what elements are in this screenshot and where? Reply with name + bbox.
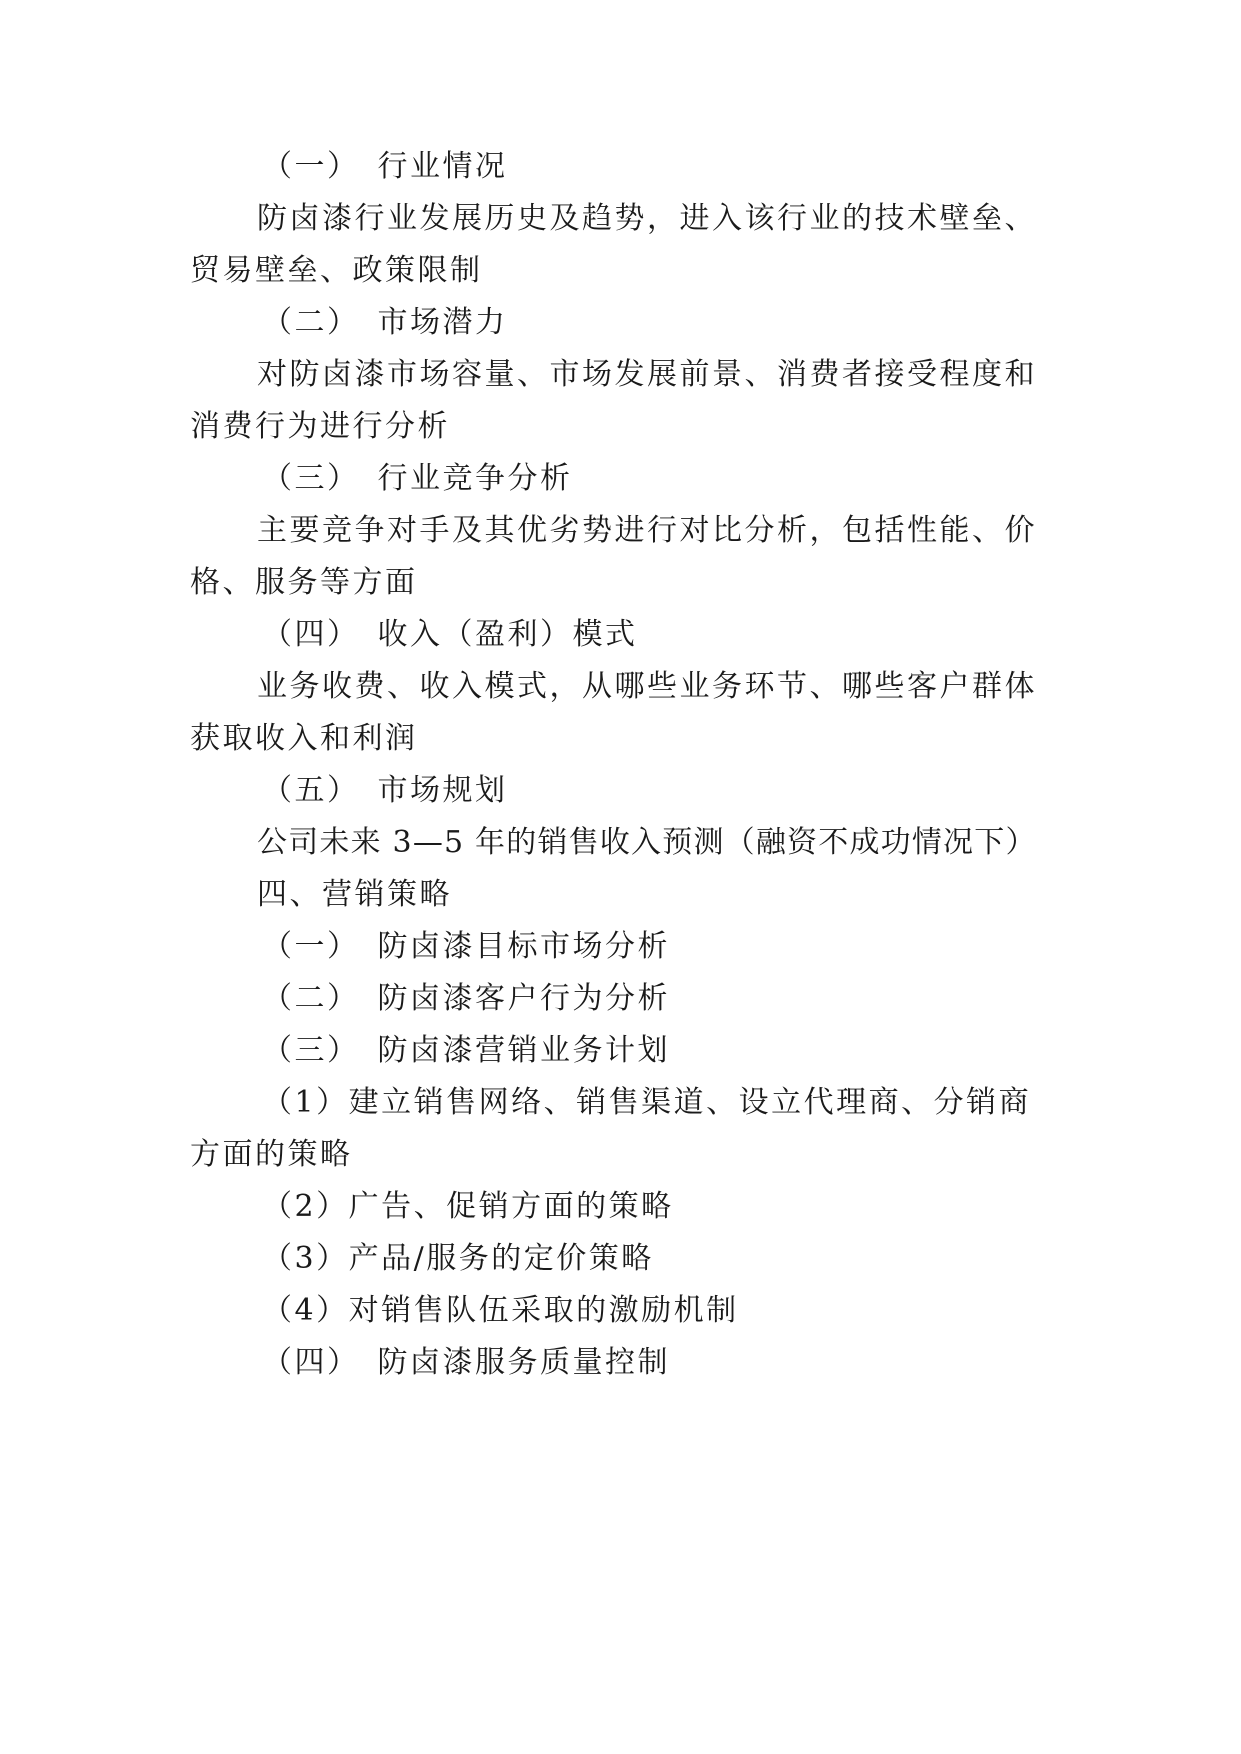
heading-competition bbox=[262, 459, 573, 499]
heading-marker: （四） bbox=[262, 617, 360, 652]
paragraph-line: 业务收费、收入模式，从哪些业务环节、哪些客户群体 bbox=[257, 669, 1037, 704]
heading-text: 防卤漆客户行为分析 bbox=[377, 981, 670, 1016]
heading-marker: （四） bbox=[262, 1345, 360, 1380]
heading-text: 市场规划 bbox=[377, 773, 508, 808]
paragraph-line: 对防卤漆市场容量、市场发展前景、消费者接受程度和 bbox=[257, 357, 1037, 392]
paragraph-line: 贸易壁垒、政策限制 bbox=[190, 253, 483, 288]
paragraph-line: 方面的策略 bbox=[190, 1137, 353, 1172]
list-item-3: （3）产品/服务的定价策略 bbox=[262, 1241, 654, 1276]
heading-market-potential bbox=[262, 303, 508, 343]
heading-target-market bbox=[262, 927, 670, 967]
heading-marker: （二） bbox=[262, 981, 360, 1016]
paragraph-line: 防卤漆行业发展历史及趋势，进入该行业的技术壁垒、 bbox=[257, 201, 1037, 236]
heading-revenue-model bbox=[262, 615, 638, 655]
heading-text: 市场潜力 bbox=[377, 305, 508, 340]
heading-business-plan bbox=[262, 1031, 670, 1071]
heading-text: 行业竞争分析 bbox=[377, 461, 573, 496]
paragraph-line: 获取收入和利润 bbox=[190, 721, 418, 756]
list-item-1: （1）建立销售网络、销售渠道、设立代理商、分销商 bbox=[262, 1085, 1032, 1120]
list-item-2: （2）广告、促销方面的策略 bbox=[262, 1189, 674, 1224]
paragraph-line: 主要竞争对手及其优劣势进行对比分析，包括性能、价 bbox=[257, 513, 1037, 548]
heading-text: 行业情况 bbox=[377, 149, 508, 184]
heading-marker: （二） bbox=[262, 305, 360, 340]
heading-text: 收入（盈利）模式 bbox=[377, 617, 638, 652]
section-heading-marketing-strategy: 四、营销策略 bbox=[257, 877, 452, 912]
list-item-4: （4）对销售队伍采取的激励机制 bbox=[262, 1293, 739, 1328]
paragraph-line: 格、服务等方面 bbox=[190, 565, 418, 600]
heading-customer-behavior bbox=[262, 979, 670, 1019]
heading-text: 防卤漆营销业务计划 bbox=[377, 1033, 670, 1068]
paragraph-line: 消费行为进行分析 bbox=[190, 409, 450, 444]
heading-marker: （一） bbox=[262, 929, 360, 964]
heading-marker: （五） bbox=[262, 773, 360, 808]
heading-marker: （三） bbox=[262, 461, 360, 496]
heading-text: 防卤漆服务质量控制 bbox=[377, 1345, 670, 1380]
heading-marker: （一） bbox=[262, 149, 360, 184]
paragraph-line: 公司未来 3—5 年的销售收入预测（融资不成功情况下） bbox=[257, 825, 1037, 860]
heading-marker: （三） bbox=[262, 1033, 360, 1068]
heading-market-plan bbox=[262, 771, 508, 811]
heading-service-quality bbox=[262, 1343, 670, 1383]
heading-industry-situation bbox=[262, 147, 508, 187]
heading-text: 防卤漆目标市场分析 bbox=[377, 929, 670, 964]
